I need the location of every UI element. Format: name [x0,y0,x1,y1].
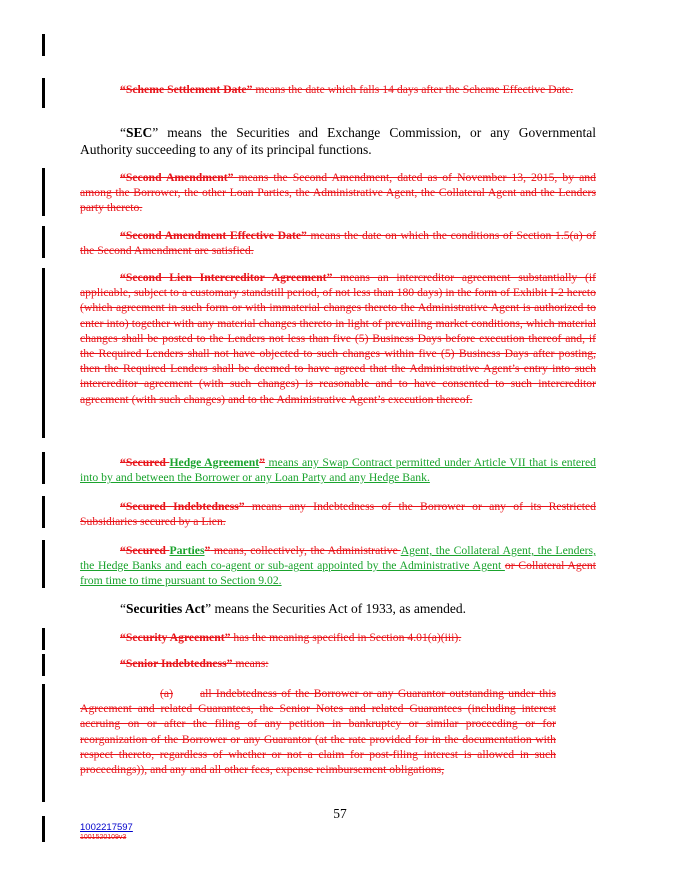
change-bar [42,654,45,676]
change-bar [42,628,45,650]
definition-secured-indebtedness [80,499,596,529]
defined-term: “Secured Indebtedness” [120,500,245,513]
change-bar [42,34,45,56]
change-bar [42,684,45,802]
page-number: 57 [333,806,347,821]
change-bar [42,452,45,484]
definition-sec: “SEC” means the Securities and Exchange Commission, or any Governmental Authority succeeding to any of its principal functions. [80,125,596,158]
definition-securities-act: “Securities Act” means the Securities Act of 1933, as amended. [120,601,467,616]
definition-body: ” means the Securities Act of 1933, as amended. [205,601,467,616]
document-id[interactable]: 1002217597 [80,822,133,833]
deleted-text: or Collateral Agent [504,559,596,573]
deleted-term-word: Secured [125,456,170,469]
defined-term: “Scheme Settlement Date” [120,83,253,96]
defined-term: “Second Amendment Effective Date” [120,229,307,242]
definition-hedge-agreement: “Secured Hedge Agreement” means any Swap Contract permitted under Article VII that is entered into by and between the Borrower or any Loan Party and any Hedge Bank. [80,456,597,485]
definition-security-agreement [80,630,596,645]
change-bar [42,540,45,588]
definition-body: means: [232,657,269,670]
inserted-text: from time to time pursuant to Section 9.02. [80,574,282,588]
defined-term: Securities Act [126,601,206,616]
change-bar [42,496,45,528]
old-document-id: 1001520109v3 [80,834,127,841]
definition-body: means the date on which the conditions of Section 1.5(a) of the Second Amendment are satisfied. [80,229,596,258]
deleted-text: means, collectively, the Administrative [210,544,401,557]
clause-a [80,686,556,777]
defined-term: “Security Agreement” [120,631,231,644]
change-bar [42,168,45,216]
definition-body: means any Swap Contract permitted under Article VII that is entered into by and between the Borrower or any Loan Party and any Hedge Bank. [80,456,597,485]
change-bar [42,226,45,258]
inserted-text: Agent, the Collateral Agent, the Lenders, the Hedge Banks and each co-agent or sub-agent appointed by the Administrative Agent [80,544,596,573]
inserted-term-word: Parties [169,544,205,557]
defined-term: “Second Lien Intercreditor Agreement” [120,271,333,284]
definition-scheme-settlement-date [80,82,596,97]
definition-body: ” means the Securities and Exchange Commission, or any Governmental Authority succeeding to any of its principal functions. [80,125,596,158]
definition-body: means the Second Amendment, dated as of November 13, 2015, by and among the Borrower, the other Loan Parties, the Administrative Agent, the Collateral Agent and the Lenders party thereto. [80,171,596,215]
definition-second-lien-intercreditor-agreement [80,270,596,407]
defined-term: “Second Amendment” [120,171,234,184]
defined-term: SEC [126,125,153,140]
change-bar [42,78,45,108]
definition-body: has the meaning specified in Section 4.01(a)(iii). [230,631,462,644]
defined-term: “Senior Indebtedness” [120,657,233,670]
definition-body: means an intercreditor agreement substantially (if applicable, subject to a customary standstill period, of not less than 180 days) in the form of Exhibit I-2 hereto (which agreement in such form or with immaterial changes thereto the Administrative Agent is authorized to enter into) together with any material changes thereto in light of prevailing market conditions, which material changes shall be posted to the Lenders not less than five (5) Business Days before execution thereof and, if the Required Lenders shall not have objected to such changes within five (5) Business Days after posting, then the Required Lenders shall be deemed to have agreed that the Administrative Agent’s entry into such intercreditor agreement (with such changes) is reasonable and to have consented to such intercreditor agreement (with such changes) and to the Administrative Agent’s execution thereof. [80,271,597,406]
definition-senior-indebtedness [80,656,596,671]
definition-second-amendment [80,170,596,216]
inserted-term-word: Hedge Agreement [169,456,260,469]
definition-second-amendment-effective-date [80,228,596,258]
definition-body: means any Indebtedness of the Borrower or any of its Restricted Subsidiaries secured by a Lien. [80,500,596,529]
change-bar [42,268,45,438]
clause-label: (a) [160,687,173,700]
clause-body: all Indebtedness of the Borrower or any Guarantor outstanding under this Agreement and related Guarantees, the Senior Notes and related Guarantees (including interest accruing on or after the filing of any petition in bankruptcy or similar proceeding or for reorganization of the Borrower or any Guarantor (at the rate provided for in the documentation with respect thereto, regardless of whether or not a claim for post-filing interest is allowed in such proceedings)), and any and all other fees, expense reimbursement obligations, [80,687,556,777]
definition-body: means the date which falls 14 days after the Scheme Effective Date. [252,83,574,96]
definition-parties: “Secured Parties” means, collectively, the Administrative Agent, the Collateral Agent, the Lenders, the Hedge Banks and each co-agent or sub-agent appointed by the Administrative Agent or Collateral Agent from time to time pursuant to Section 9.02. [80,544,596,588]
deleted-term-word: Secured [125,544,170,557]
